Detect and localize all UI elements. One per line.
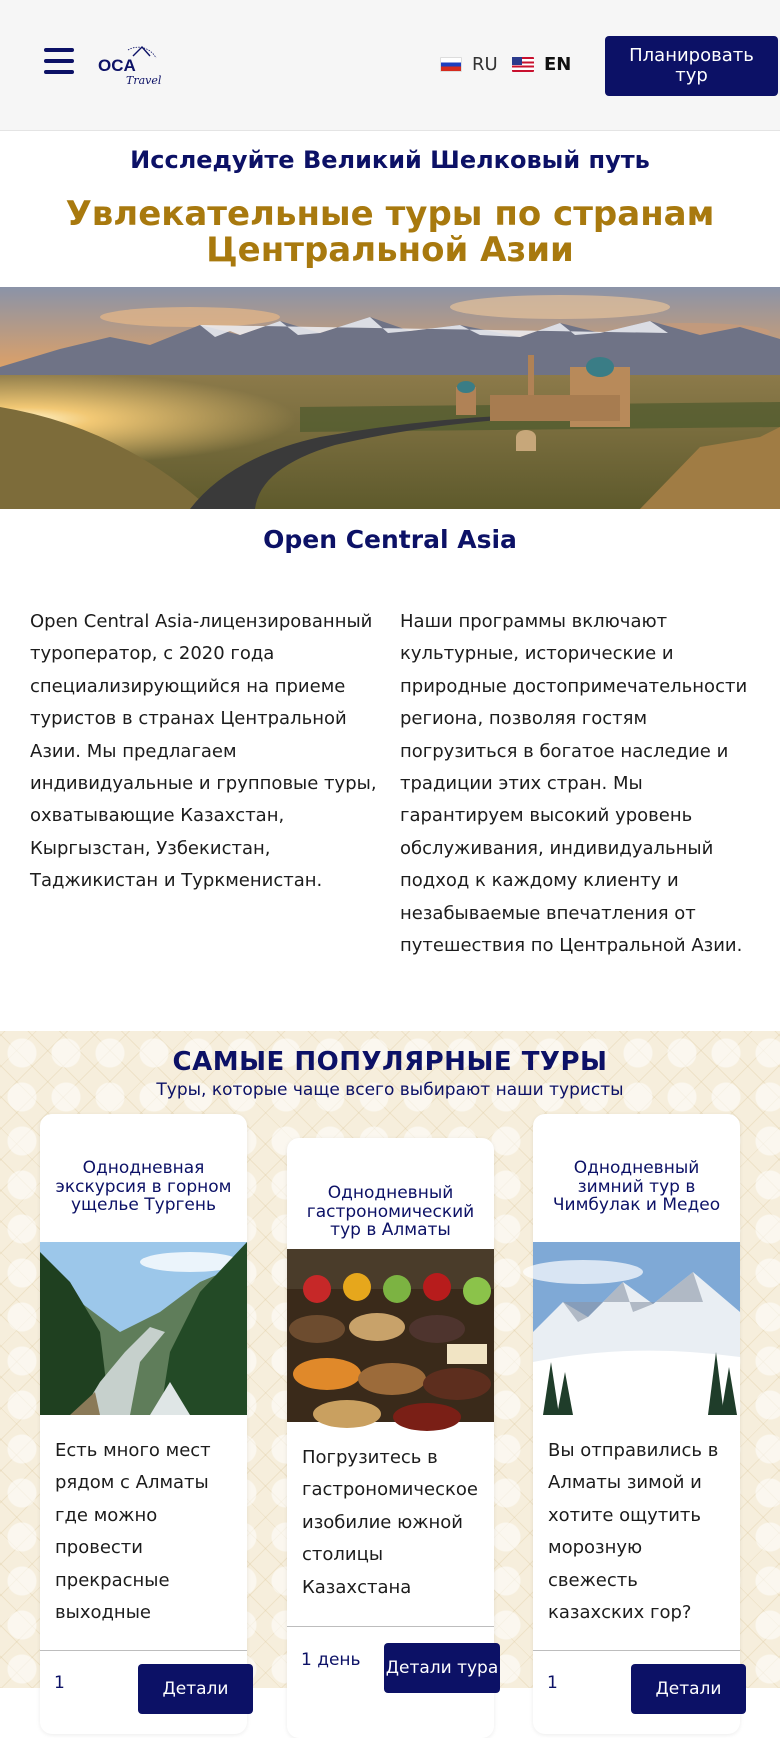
tour-card[interactable] [533, 1114, 740, 1734]
tour-card-title[interactable]: Однодневная экскурсия в горном ущелье Тургень [55, 1158, 232, 1215]
popular-tours-subtitle: Туры, которые чаще всего выбирают наши туристы [156, 1080, 624, 1100]
about-title: Open Central Asia [263, 525, 517, 554]
tour-card-divider [40, 1650, 247, 1651]
usa-flag-icon [512, 57, 534, 72]
site-logo[interactable] [98, 44, 164, 88]
tour-card-divider [533, 1650, 740, 1651]
tour-card[interactable] [287, 1138, 499, 1738]
hero-image [0, 287, 780, 509]
about-text-left: Open Central Asia-лицензированный туроператор, с 2020 года специализирующийся на приеме туристов в странах Центральной Азии. Мы предлагаем индивидуальные и групповые туры, охватывающие Казахстан, Кыргызстан, Узбекистан, Таджикистан и Туркменистан. [30, 611, 377, 892]
tour-card-title[interactable]: Однодневный зимний тур в Чимбулак и Медео [552, 1158, 721, 1215]
language-ru-label: RU [472, 54, 498, 75]
tour-card-image[interactable] [40, 1242, 247, 1415]
tour-details-button[interactable]: Детали тура [384, 1643, 500, 1693]
tour-card[interactable] [40, 1114, 247, 1734]
tour-card-description: Вы отправились в Алматы зимой и хотите ощутить морозную свежесть казахских гор? [548, 1440, 719, 1624]
tour-details-button[interactable]: Детали [138, 1664, 253, 1714]
russia-flag-icon [440, 57, 462, 72]
tour-card-image[interactable] [287, 1249, 494, 1422]
popular-tours-title: САМЫЕ ПОПУЛЯРНЫЕ ТУРЫ [172, 1047, 608, 1077]
popular-tours-section [0, 1031, 780, 1699]
tour-card-description: Погрузитесь в гастрономическое изобилие южной столицы Казахстана [302, 1447, 478, 1598]
tour-card-divider [287, 1626, 494, 1627]
tour-card-image[interactable] [533, 1242, 740, 1415]
svg-text:Travel: Travel [126, 74, 162, 87]
tour-card-description: Есть много мест рядом с Алматы где можно провести прекрасные выходные [55, 1440, 211, 1624]
tour-details-button[interactable]: Детали [631, 1664, 746, 1714]
site-header [0, 0, 780, 131]
tour-card-duration: 1 день [301, 1650, 361, 1670]
tour-card-title[interactable]: Однодневный гастрономический тур в Алматы [306, 1183, 475, 1240]
language-en[interactable] [512, 54, 571, 75]
intro-title: Увлекательные туры по странам Центральной Азии [65, 194, 715, 270]
about-text-right: Наши программы включают культурные, исторические и природные достопримечательности региона, позволяя гостям погрузиться в богатое наследие и традиции этих стран. Мы гарантируем высокий уровень обслуживания, индивидуальный подход к каждому клиенту и незабываемые впечатления от путешествия по Центральной Азии. [400, 611, 748, 957]
tour-card-duration: 1 [547, 1673, 558, 1693]
language-en-label: EN [544, 54, 572, 75]
plan-tour-button[interactable]: Планировать тур [605, 36, 778, 96]
menu-icon[interactable] [44, 48, 76, 75]
tour-card-duration: 1 [54, 1673, 65, 1693]
language-ru[interactable] [440, 54, 498, 75]
intro-subtitle: Исследуйте Великий Шелковый путь [130, 146, 650, 174]
svg-text:OCA: OCA [98, 56, 136, 75]
